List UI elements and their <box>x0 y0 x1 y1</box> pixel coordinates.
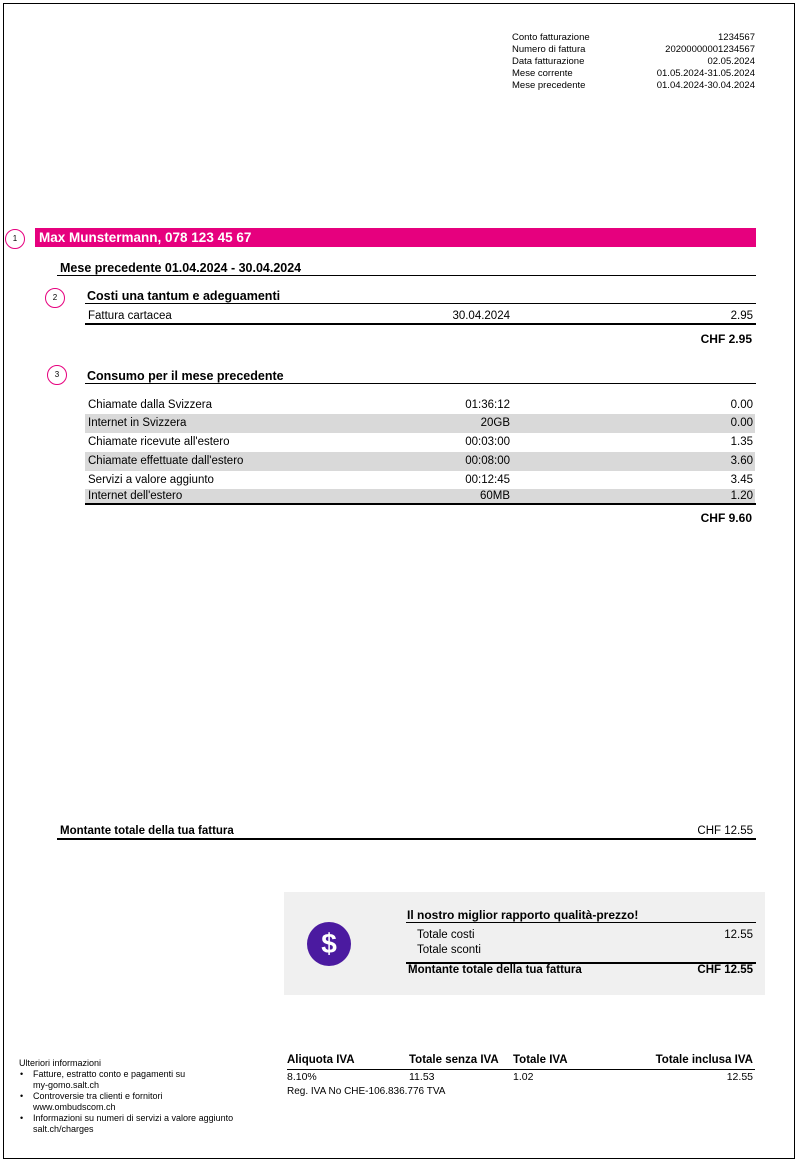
invoice-total-label: Montante totale della tua fattura <box>60 825 234 837</box>
row-label: Fattura cartacea <box>88 310 172 322</box>
vat-header-vat: Totale IVA <box>513 1054 568 1066</box>
invoice-meta <box>512 32 755 92</box>
vat-registration: Reg. IVA No CHE-106.836.776 TVA <box>287 1086 446 1097</box>
row-amount: 0.00 <box>730 399 753 411</box>
row-detail: 60MB <box>479 490 510 502</box>
table-row <box>85 414 755 433</box>
row-detail: 00:03:00 <box>465 436 510 448</box>
one-time-total: CHF 2.95 <box>700 332 752 346</box>
invoice-total-amount: CHF 12.55 <box>697 825 753 837</box>
promo-divider <box>406 922 756 923</box>
table-row <box>85 396 755 415</box>
row-amount: 2.95 <box>730 310 753 322</box>
meta-value: 01.04.2024-30.04.2024 <box>656 80 755 91</box>
footer-link[interactable]: my-gomo.salt.ch <box>33 1080 100 1090</box>
period-divider <box>57 275 756 276</box>
promo-costs-value: 12.55 <box>724 929 753 941</box>
row-amount: 3.45 <box>730 474 753 486</box>
promo-title: Il nostro miglior rapporto qualità-prezzo! <box>407 908 639 922</box>
marker-3-badge: 3 <box>47 365 67 385</box>
meta-value: 20200000001234567 <box>665 44 755 55</box>
usage-bottom-rule <box>85 503 756 505</box>
meta-label: Numero di fattura <box>512 44 586 55</box>
vat-table <box>287 1054 755 1097</box>
row-label: Internet in Svizzera <box>88 417 187 429</box>
meta-row <box>512 56 755 68</box>
dollar-icon: $ <box>307 922 351 966</box>
footer-link[interactable]: www.ombudscom.ch <box>33 1102 116 1112</box>
vat-values-row <box>287 1071 755 1084</box>
row-detail: 00:08:00 <box>465 455 510 467</box>
one-time-title: Costi una tantum e adeguamenti <box>87 289 281 303</box>
invoice-total-rule <box>57 838 756 840</box>
footer-item <box>19 1113 269 1135</box>
meta-row <box>512 44 755 56</box>
row-label: Internet dell'estero <box>88 490 183 502</box>
table-row <box>85 433 755 452</box>
meta-label: Conto fatturazione <box>512 32 590 43</box>
vat-gross: 12.55 <box>726 1071 753 1083</box>
row-amount: 0.00 <box>730 417 753 429</box>
vat-header-rate: Aliquota IVA <box>287 1054 355 1066</box>
meta-label: Mese corrente <box>512 68 573 79</box>
vat-header-net: Totale senza IVA <box>409 1054 499 1066</box>
row-label: Chiamate ricevute all'estero <box>88 436 230 448</box>
marker-1-badge: 1 <box>5 229 25 249</box>
meta-value: 01.05.2024-31.05.2024 <box>656 68 755 79</box>
vat-header-row <box>287 1054 755 1069</box>
row-label: Chiamate effettuate dall'estero <box>88 455 244 467</box>
one-time-divider <box>85 303 756 304</box>
usage-title: Consumo per il mese precedente <box>87 369 284 383</box>
row-detail: 30.04.2024 <box>452 310 510 322</box>
footer-info <box>19 1058 269 1135</box>
row-detail: 20GB <box>480 417 510 429</box>
promo-total-label: Montante totale della tua fattura <box>408 964 582 976</box>
promo-total-value: CHF 12.55 <box>697 964 753 976</box>
footer-item <box>19 1069 269 1091</box>
one-time-bottom-rule <box>85 323 756 325</box>
meta-label: Data fatturazione <box>512 56 585 67</box>
meta-label: Mese precedente <box>512 80 586 91</box>
row-amount: 1.20 <box>730 490 753 502</box>
marker-2-badge: 2 <box>45 288 65 308</box>
vat-net: 11.53 <box>409 1071 435 1083</box>
row-label: Chiamate dalla Svizzera <box>88 399 213 411</box>
usage-total: CHF 9.60 <box>700 511 752 525</box>
promo-costs-label: Totale costi <box>417 929 475 941</box>
period-title: Mese precedente 01.04.2024 - 30.04.2024 <box>60 261 302 275</box>
usage-divider <box>85 383 756 384</box>
footer-link[interactable]: salt.ch/charges <box>33 1124 94 1134</box>
row-label: Servizi a valore aggiunto <box>88 474 214 486</box>
footer-item-text: Fatture, estratto conto e pagamenti su <box>33 1069 186 1079</box>
row-amount: 3.60 <box>730 455 753 467</box>
customer-title: Max Munstermann, 078 123 45 67 <box>35 228 756 247</box>
footer-list <box>19 1069 269 1135</box>
promo-box <box>284 892 765 995</box>
row-detail: 00:12:45 <box>465 474 510 486</box>
vat-header-gross: Totale inclusa IVA <box>655 1054 753 1066</box>
vat-amount: 1.02 <box>513 1071 534 1083</box>
promo-discounts-label: Totale sconti <box>417 944 481 956</box>
footer-item-text: Informazioni su numeri di servizi a valore aggiunto <box>33 1113 234 1123</box>
row-detail: 01:36:12 <box>465 399 510 411</box>
vat-rate: 8.10% <box>287 1071 317 1083</box>
table-row <box>85 489 755 504</box>
meta-row <box>512 68 755 80</box>
footer-item-text: Controversie tra clienti e fornitori <box>33 1091 163 1101</box>
meta-value: 1234567 <box>718 32 755 43</box>
table-row <box>85 452 755 471</box>
vat-divider <box>287 1069 755 1070</box>
row-amount: 1.35 <box>730 436 753 448</box>
meta-value: 02.05.2024 <box>707 56 755 67</box>
footer-title: Ulteriori informazioni <box>19 1058 102 1068</box>
meta-row <box>512 32 755 44</box>
footer-item <box>19 1091 269 1113</box>
table-row <box>85 471 755 490</box>
meta-row <box>512 80 755 92</box>
